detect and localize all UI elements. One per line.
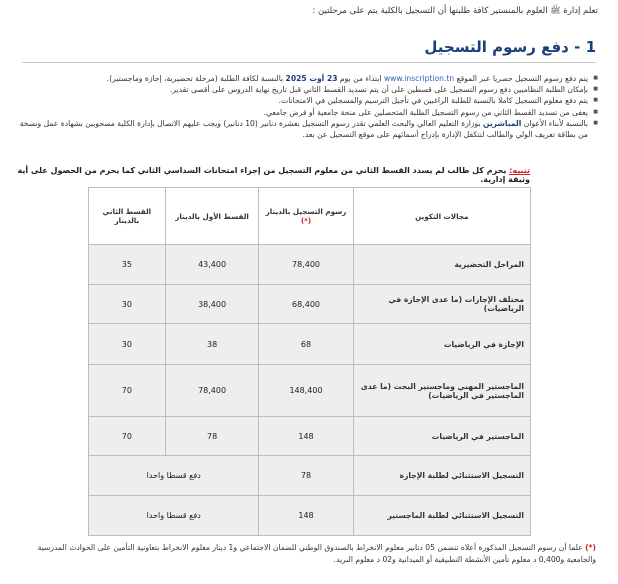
table-row [89,365,531,417]
table-row [89,245,531,285]
row-total: 68 [259,324,353,365]
footnote-marker: (*) [585,543,596,552]
warning-label: تنبيه: [509,166,530,175]
table-row [89,496,531,536]
row-program: المراحل التحضيرية [353,245,530,285]
table-header-row [89,188,531,245]
info-item-online-payment: ■ يتم دفع رسوم التسجيل حصريا عبر الموقع www.inscription.tn ابتداء من يوم 23 أوت 2025 بالنسبة لكافة الطلبة (مرحلة تحضيرية، إجازة وماجستير). [8,73,588,84]
table-row [89,324,531,365]
warning-text: يحرم كل طالب لم يسدد القسط الثاني من معلوم التسجيل من إجراء امتحانات السداسي الثاني كما يحرم من الحصول على أية وثيقة إدارية. [17,166,530,184]
row-total: 148,400 [259,365,353,417]
row-program: الماجستير في الرياضيات [353,417,530,456]
col-header-program: مجالات التكوين [353,188,530,245]
table-row [89,285,531,324]
row-program: الإجازة في الرياضيات [353,324,530,365]
registration-site-link[interactable]: www.inscription.tn [383,74,455,83]
row-total: 78 [259,456,353,496]
footnote [24,542,596,565]
info-item-scholarship-exemption: ■ يعفى من تسديد القسط الثاني من رسوم التسجيل الطلبة المتحصلين على منحة جامعية أو قرض جامعي. [8,107,588,118]
row-first: 43,400 [165,245,259,285]
row-total: 68,400 [259,285,353,324]
row-program: التسجيل الاستثنائي لطلبة الماجستير [353,496,530,536]
heading-divider [22,62,596,63]
row-second: 30 [89,285,166,324]
table-row [89,417,531,456]
row-program: الماجستير المهني وماجستير البحث (ما عدى الماجستير في الرياضيات) [353,365,530,417]
info-item-civil-servants: ■ بالنسبة لأبناء الأعوان المباشرين بوزارة التعليم العالي والبحث العلمي تقدر رسوم التسجيل بعشرة دنانير (10 دنانير) ويجب عليهم الاتصال بإدارة الكلية مصحوبين بشهادة عمل ونسخة من بطاقة تعريف الولي والطالب لتتكفل الإدارة بإدراج أسمائهم على موقع التسجيل عن بعد. [8,118,588,140]
col-header-first-installment: القسط الأول بالدينار [165,188,259,245]
row-installment-note: دفع قسطا واحدا [89,496,259,536]
info-item-unified-fees: ■ يتم دفع معلوم التسجيل كاملا بالنسبة للطلبة الراغبين في تأجيل الترسيم والمسجلين في الامتحانات. [8,95,588,106]
row-program: مختلف الإجازات (ما عدى الإجازة في الرياضيات) [353,285,530,324]
row-first: 38 [165,324,259,365]
warning-note [0,166,530,184]
section-heading: 1 - دفع رسوم التسجيل [424,38,596,56]
fees-table [88,187,531,536]
table-row [89,456,531,496]
row-second: 70 [89,417,166,456]
row-first: 78,400 [165,365,259,417]
footnote-text: علما أن رسوم التسجيل المذكورة أعلاه تتضمن 05 دنانير معلوم الانخراط بالصندوق الوطني للضمان الاجتماعي و1 دينار معلوم الانخراط بتعاونية التأمين على الحوادث المدرسية والجامعية و0,400 د معلوم تأمين الأنشطة التطبيقية أو الميدانية و02 د معلوم البريد. [37,543,596,564]
col-header-total: رسوم التسجيل بالدينار (*) [259,188,353,245]
info-list [8,73,600,140]
row-second: 30 [89,324,166,365]
row-total: 148 [259,417,353,456]
row-second: 35 [89,245,166,285]
info-item-installments: ■ بإمكان الطلبة النظاميين دفع رسوم التسجيل على قسطين على أن يتم تسديد القسط الثاني قبل تاريخ نهاية الدروس على أقصى تقدير. [8,84,588,95]
row-first: 78 [165,417,259,456]
row-total: 148 [259,496,353,536]
intro-text: تعلم إدارة ﷺ العلوم بالمنستير كافة طلبتها أن التسجيل بالكلية يتم على مرحلتين : [312,6,598,16]
row-total: 78,400 [259,245,353,285]
row-first: 38,400 [165,285,259,324]
row-second: 70 [89,365,166,417]
col-header-second-installment: القسط الثاني بالدينار [89,188,166,245]
row-program: التسجيل الاستثنائي لطلبة الإجازة [353,456,530,496]
row-installment-note: دفع قسطا واحدا [89,456,259,496]
